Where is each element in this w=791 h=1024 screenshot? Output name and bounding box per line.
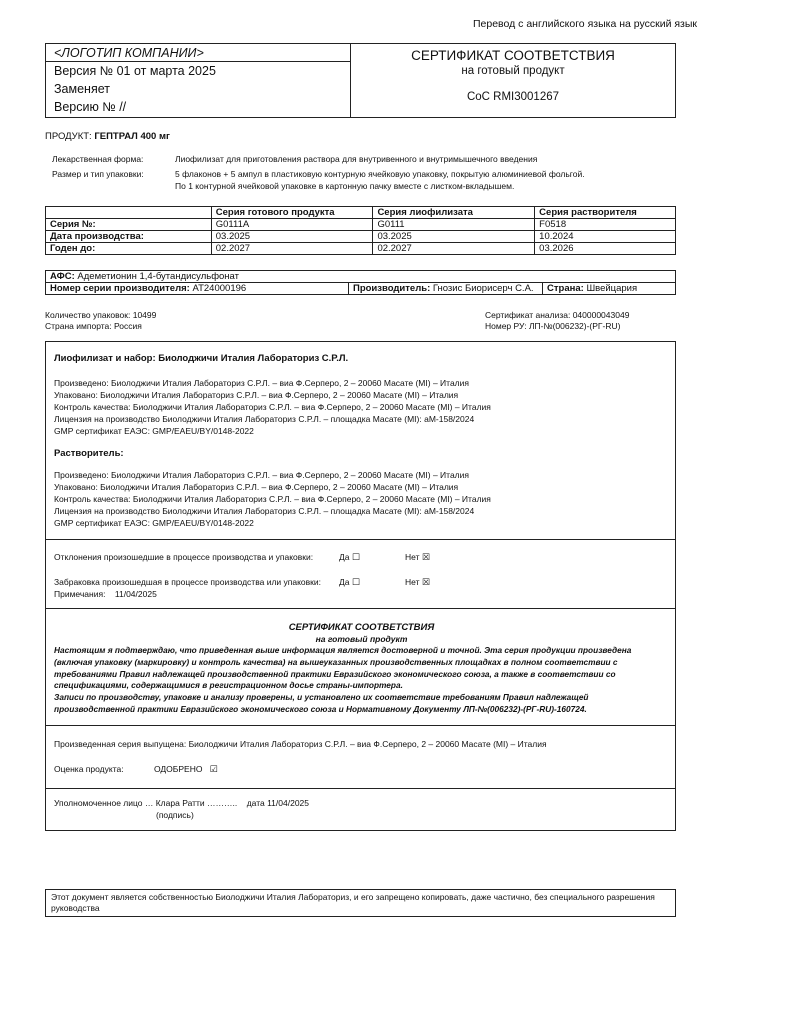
table-row [46, 283, 676, 295]
lyophilisate-section-title: Лиофилизат и набор: Биолоджичи Италия Лабораториз С.Р.Л. [54, 353, 349, 364]
table-row-label: Годен до: [46, 243, 212, 255]
no-label: Нет [405, 552, 420, 562]
table-cell: G0111 [373, 219, 535, 231]
country-value: Швейцария [586, 283, 638, 294]
manufacturer-label: Производитель: [353, 283, 431, 294]
company-logo-placeholder: <ЛОГОТИП КОМПАНИИ> [46, 44, 350, 62]
table-row [46, 271, 676, 283]
packaging-label: Размер и тип упаковки: [52, 169, 144, 179]
checkbox-checked-icon[interactable]: ☒ [421, 577, 430, 587]
header-left-block [45, 43, 351, 118]
certificate-subtitle: на готовый продукт [461, 65, 565, 77]
solvent-line: Произведено: Биолоджичи Италия Лабораториз С.Р.Л. – виа Ф.Серперо, 2 – 20060 Масате (MI) – Италия [54, 470, 469, 480]
table-cell: G0111A [211, 219, 373, 231]
conformity-statement: Настоящим я подтверждаю, что приведенная выше информация является достоверной и точной. Эта серия продукции произведена (включая упаковку (маркировку) и контроль качества) на вышеуказанных производственных площадках в полном соответствии с требованиями Правил надлежащей производственной практики Евразийского экономического союза, а также в соответствии со спецификациями, содержащимися в регистрационном досье страны-импортера. [54, 645, 632, 691]
document-version: Версия № 01 от марта 2025 [54, 64, 216, 78]
rejections-no-option[interactable] [405, 576, 430, 588]
lyophilisate-line: Лицензия на производство Биолоджичи Италия Лабораториз С.Р.Л. – площадка Масате (MI): aM-158/2024 [54, 414, 475, 424]
api-table [45, 270, 676, 295]
yes-label: Да [339, 552, 350, 562]
manufacturer-batch-label: Номер серии производителя: [50, 283, 190, 294]
notes-label: Примечания: [54, 589, 106, 599]
sites-section [45, 341, 676, 540]
no-label: Нет [405, 577, 420, 587]
checkbox-checked-icon[interactable]: ☑ [209, 764, 218, 774]
table-row-label: Дата производства: [46, 231, 212, 243]
coc-number: CoC RMI3001267 [466, 91, 560, 103]
lyophilisate-line: Упаковано: Биолоджичи Италия Лабораториз С.Р.Л. – виа Ф.Серперо, 2 – 20060 Масате (MI) – Италия [54, 390, 459, 400]
import-country: Страна импорта: Россия [45, 321, 142, 331]
dosage-form-label: Лекарственная форма: [52, 154, 144, 164]
rejections-yes-option[interactable] [339, 576, 360, 588]
table-cell: 10.2024 [535, 231, 676, 243]
deviations-label: Отклонения произошедшие в процессе производства и упаковки: [54, 552, 314, 562]
assessment-label: Оценка продукта: [54, 764, 124, 774]
notes-value: 11/04/2025 [114, 589, 157, 599]
assessment-value [154, 763, 218, 775]
api-cell [46, 271, 676, 283]
lyophilisate-line: GMP сертификат ЕАЭС: GMP/EAEU/BY/0148-2022 [54, 426, 254, 436]
manufacturer-value: Гнозис Биорисерч С.А. [432, 283, 534, 294]
footer-text: Этот документ является собственностью Биолоджичи Италия Лабораториз, и его запрещено копировать, даже частично, без специального разрешения руководства [51, 892, 655, 913]
country-label: Страна: [547, 283, 584, 294]
table-row [46, 243, 676, 255]
replaces-label: Заменяет [54, 82, 110, 96]
manufacturer-batch-value: AT24000196 [192, 283, 247, 294]
table-row [46, 231, 676, 243]
product-line [45, 131, 170, 142]
lyophilisate-line: Произведено: Биолоджичи Италия Лабораториз С.Р.Л. – виа Ф.Серперо, 2 – 20060 Масате (MI) – Италия [54, 378, 469, 388]
deviations-section [45, 540, 676, 609]
rejections-label: Забраковка произошедшая в процессе производства или упаковки: [54, 577, 321, 587]
checkbox-unchecked-icon[interactable]: ☐ [351, 552, 360, 562]
conformity-title: СЕРТИФИКАТ СООТВЕТСТВИЯ [288, 622, 435, 633]
country-cell [543, 283, 676, 295]
table-row [46, 219, 676, 231]
table-header-finished-batch: Серия готового продукта [211, 207, 373, 219]
table-header-lyophilisate-batch: Серия лиофилизата [373, 207, 535, 219]
table-header-solvent-batch: Серия растворителя [535, 207, 676, 219]
solvent-section-title: Растворитель: [54, 448, 124, 459]
yes-label: Да [339, 577, 350, 587]
checkbox-checked-icon[interactable]: ☒ [421, 552, 430, 562]
solvent-line: Лицензия на производство Биолоджичи Италия Лабораториз С.Р.Л. – площадка Масате (MI): aM-158/2024 [54, 506, 475, 516]
notes-line [54, 588, 157, 600]
header-right-block [351, 43, 676, 118]
analysis-certificate: Сертификат анализа: 040000043049 [485, 310, 630, 320]
deviations-yes-option[interactable] [339, 551, 360, 563]
qp-label: Уполномоченное лицо … [54, 798, 154, 808]
table-cell: 02.2027 [211, 243, 373, 255]
api-value: Адеметионин 1,4-бутандисульфонат [77, 271, 239, 282]
translation-note: Перевод с английского языка на русский язык [472, 18, 697, 30]
table-cell [46, 207, 212, 219]
table-cell: 03.2026 [535, 243, 676, 255]
lyophilisate-line: Контроль качества: Биолоджичи Италия Лабораториз С.Р.Л. – виа Ф.Серперо, 2 – 20060 Масате (MI) – Италия [54, 402, 491, 412]
assessment-result: ОДОБРЕНО [154, 764, 203, 774]
conformity-records: Записи по производству, упаковке и анализу проверены, и установлено их соответствие требованиям Правил надлежащей производственной практики Евразийского экономического союза и Нормативному Документу ЛП-№(006232)-(РГ-RU)-160724. [54, 692, 589, 714]
packaging-line-2: По 1 контурной ячейковой упаковке в картонную пачку вместе с листком-вкладышем. [175, 181, 515, 191]
replaces-version: Версию № // [54, 100, 127, 114]
product-name: ГЕПТРАЛ 400 мг [94, 131, 170, 142]
table-cell: F0518 [535, 219, 676, 231]
qualified-person-section [45, 789, 676, 831]
packaging-line-1: 5 флаконов + 5 ампул в пластиковую контурную ячейковую упаковку, покрытую алюминиевой фольгой. [175, 169, 585, 179]
conformity-subtitle: на готовый продукт [315, 634, 408, 644]
qp-name: Клара Ратти ……….. [155, 798, 238, 808]
qp-signature-caption: (подпись) [156, 810, 194, 820]
table-cell: 03.2025 [373, 231, 535, 243]
batch-table [45, 206, 676, 255]
product-label: ПРОДУКТ: [45, 131, 92, 142]
qualified-person-line [54, 797, 309, 809]
footer-notice [45, 889, 676, 917]
table-row-label: Серия №: [46, 219, 212, 231]
dosage-form-value: Лиофилизат для приготовления раствора для внутривенного и внутримышечного введения [175, 154, 538, 164]
manufacturer-cell [349, 283, 543, 295]
solvent-line: Контроль качества: Биолоджичи Италия Лабораториз С.Р.Л. – виа Ф.Серперо, 2 – 20060 Масате (MI) – Италия [54, 494, 491, 504]
qp-date: дата 11/04/2025 [246, 798, 310, 808]
release-section [45, 726, 676, 789]
released-by: Произведенная серия выпущена: Биолоджичи Италия Лабораториз С.Р.Л. – виа Ф.Серперо, 2 – 20060 Масате (MI) – Италия [54, 739, 547, 749]
conformity-section [45, 609, 676, 726]
table-cell: 02.2027 [373, 243, 535, 255]
package-quantity: Количество упаковок: 10499 [45, 310, 157, 320]
solvent-line: Упаковано: Биолоджичи Италия Лабораториз С.Р.Л. – виа Ф.Серперо, 2 – 20060 Масате (MI) – Италия [54, 482, 459, 492]
manufacturer-batch-cell [46, 283, 349, 295]
api-label: АФС: [50, 271, 75, 282]
registration-number: Номер РУ: ЛП-№(006232)-(РГ-RU) [485, 321, 621, 331]
certificate-title: СЕРТИФИКАТ СООТВЕТСТВИЯ [411, 48, 615, 63]
checkbox-unchecked-icon[interactable]: ☐ [351, 577, 360, 587]
batch-table-header [46, 207, 676, 219]
solvent-line: GMP сертификат ЕАЭС: GMP/EAEU/BY/0148-2022 [54, 518, 254, 528]
table-cell: 03.2025 [211, 231, 373, 243]
deviations-no-option[interactable] [405, 551, 430, 563]
